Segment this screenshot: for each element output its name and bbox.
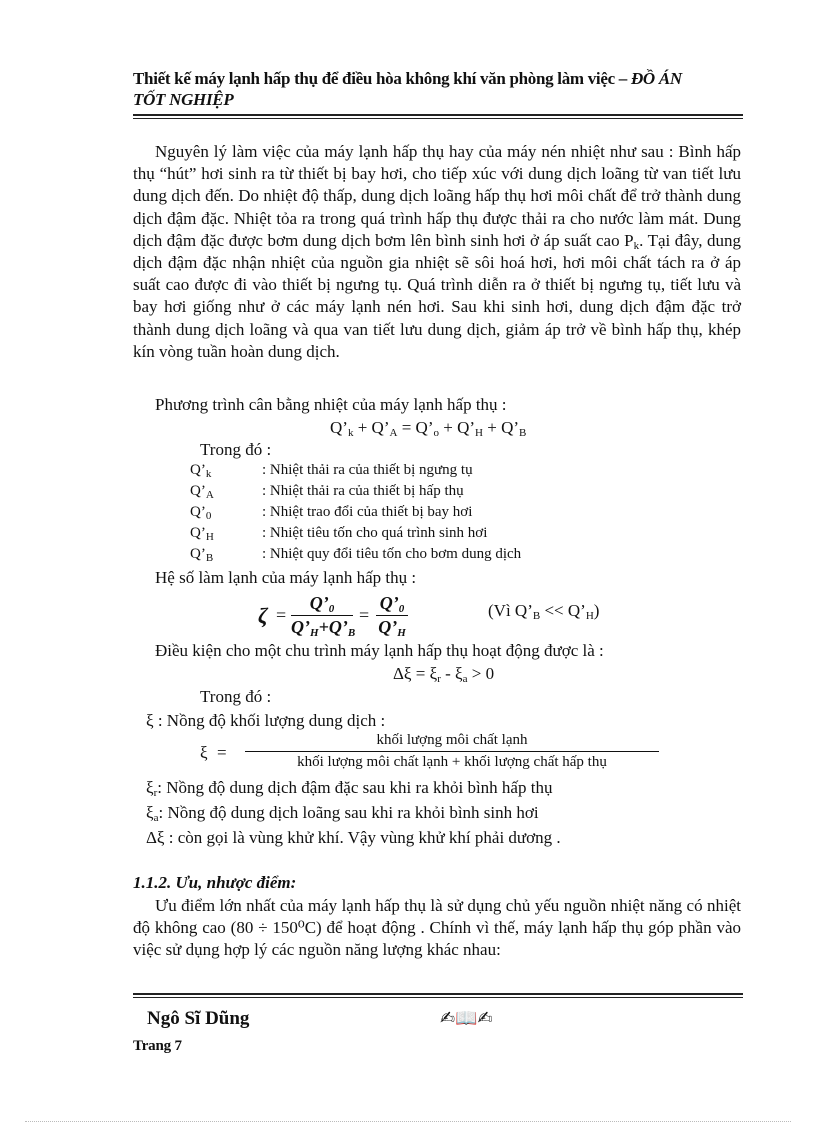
definition-desc: : Nhiệt thải ra của thiết bị ngưng tụ — [262, 462, 473, 478]
header-dash: – — [614, 69, 631, 88]
xi-denominator: khối lượng môi chất lạnh + khối lượng chất hấp thụ — [297, 754, 607, 770]
definition-row: $Q’_k$ — [190, 462, 212, 480]
cop-note: (Vì $Q’_B$ << $Q’_H$) — [488, 601, 600, 622]
intro-text-end: . Tại đây, dung dịch đậm đặc nhận nhiệt của nguồn gia nhiệt sẽ sôi hoá hơi, hơi môi chất tách ra ở áp suất cao được đi vào thiết bị ngưng tụ. Quá trình diễn ra ở thiết bị ngưng tụ, tiết lưu và bay hơi giống như ở các máy lạnh nén hơi. Sau khi sinh hơi, dung dịch đậm đặc trở thành dung dịch loãng và qua van tiết lưu dung dịch, giảm áp trở về bình hấp thụ, khép kín vòng tuần hoàn dung dịch. — [133, 230, 742, 361]
definition-desc: : Nhiệt trao đổi của thiết bị bay hơi — [262, 504, 473, 520]
delta-xi-definition: Δξ : còn gọi là vùng khử khí. Vậy vùng khử khí phải dương . — [146, 828, 561, 847]
xi-fraction — [245, 731, 659, 772]
cop-fraction-2: $Q’_0$ $Q’_H$ — [376, 593, 408, 638]
definition-row: $Q’_B$ — [190, 546, 214, 564]
definition-desc: : Nhiệt thải ra của thiết bị hấp thụ — [262, 483, 464, 499]
footer-rule — [133, 993, 743, 995]
zeta-symbol: ζ — [258, 603, 268, 628]
condition-formula: $\Delta\xi = \xi_r - \xi_a > 0$ — [393, 664, 495, 685]
cop-heading: Hệ số làm lạnh của máy lạnh hấp thụ : — [155, 568, 417, 587]
pk-symbol: P — [624, 230, 634, 250]
definition-row: $Q’_H$ — [190, 525, 214, 543]
balance-equation: $Q’_k$ + $Q’_A$ = $Q’_o$ + $Q’_H$ + $Q’_B$ — [330, 418, 527, 439]
where-label-2: Trong đó : — [200, 687, 272, 706]
intro-text: Nguyên lý làm việc của máy lạnh hấp thụ hay của máy nén nhiệt như sau : Bình hấp thụ “hút” hơi sinh ra từ thiết bị bay hơi, cho tiếp xúc với dung dịch loãng từ van tiết lưu dung dịch đến. Do nhiệt độ thấp, dung dịch loãng hấp thụ hơi môi chất để trở thành dung dịch đậm đặc. Nhiệt tỏa ra trong quá trình hấp thụ được thải ra cho nước làm mát. Dung dịch đậm đặc được bơm dung dịch bơm lên bình sinh hơi ở áp suất cao — [133, 142, 741, 250]
cop-fraction-1: $Q’_0$ $Q’_H+Q’_B$ — [291, 593, 356, 639]
intro-paragraph — [133, 141, 741, 363]
header-subtitle-1: ĐỒ ÁN — [630, 69, 682, 88]
footer-author: Ngô Sĩ Dũng — [147, 1008, 250, 1029]
xi-a-definition: $\xi_a$: Nồng độ dung dịch loãng sau khi ra khỏi bình sinh hơi — [146, 803, 539, 824]
balance-heading: Phương trình cân bằng nhiệt của máy lạnh hấp thụ : — [155, 395, 507, 414]
book-ornament-icon: ✍📖✍ — [440, 1008, 493, 1029]
section-paragraph: Ưu điểm lớn nhất của máy lạnh hấp thụ là sử dụng chủ yếu nguồn nhiệt năng có nhiệt độ không cao (80 ÷ 150⁰C) để hoạt động . Chính vì thế, máy lạnh hấp thụ góp phần vào việc sử dụng hợp lý các nguồn năng lượng khác nhau: — [133, 896, 741, 960]
page-bottom-divider — [25, 1121, 791, 1122]
section-heading: 1.1.2. Ưu, nhược điểm: — [133, 873, 297, 892]
xi-definition: ξ : Nồng độ khối lượng dung dịch : — [146, 711, 386, 730]
header-rule-thin — [133, 118, 743, 119]
footer-page-number: Trang 7 — [133, 1038, 182, 1054]
header-subtitle-2: TỐT NGHIỆP — [133, 90, 234, 109]
header-title-text: Thiết kế máy lạnh hấp thụ để điều hòa không khí văn phòng làm việc — [133, 69, 615, 88]
xi-symbol: ξ — [200, 743, 208, 762]
header-rule — [133, 114, 743, 116]
definition-row: $Q’_A$ — [190, 483, 214, 501]
condition-heading: Điều kiện cho một chu trình máy lạnh hấp thụ hoạt động được là : — [155, 641, 604, 660]
xi-equals: = — [217, 743, 227, 762]
pk-subscript: k — [633, 239, 640, 252]
xi-numerator: khối lượng môi chất lạnh — [376, 732, 528, 748]
definition-desc: : Nhiệt quy đổi tiêu tốn cho bơm dung dịch — [262, 546, 522, 562]
footer-rule-thin — [133, 997, 743, 998]
xi-r-definition: $\xi_r$: Nồng độ dung dịch đậm đặc sau khi ra khỏi bình hấp thụ — [146, 778, 553, 799]
definition-row: $Q’_0$ — [190, 504, 212, 522]
where-label-1: Trong đó : — [200, 440, 272, 459]
page-header-title — [133, 68, 743, 110]
definition-desc: : Nhiệt tiêu tốn cho quá trình sinh hơi — [262, 525, 488, 541]
